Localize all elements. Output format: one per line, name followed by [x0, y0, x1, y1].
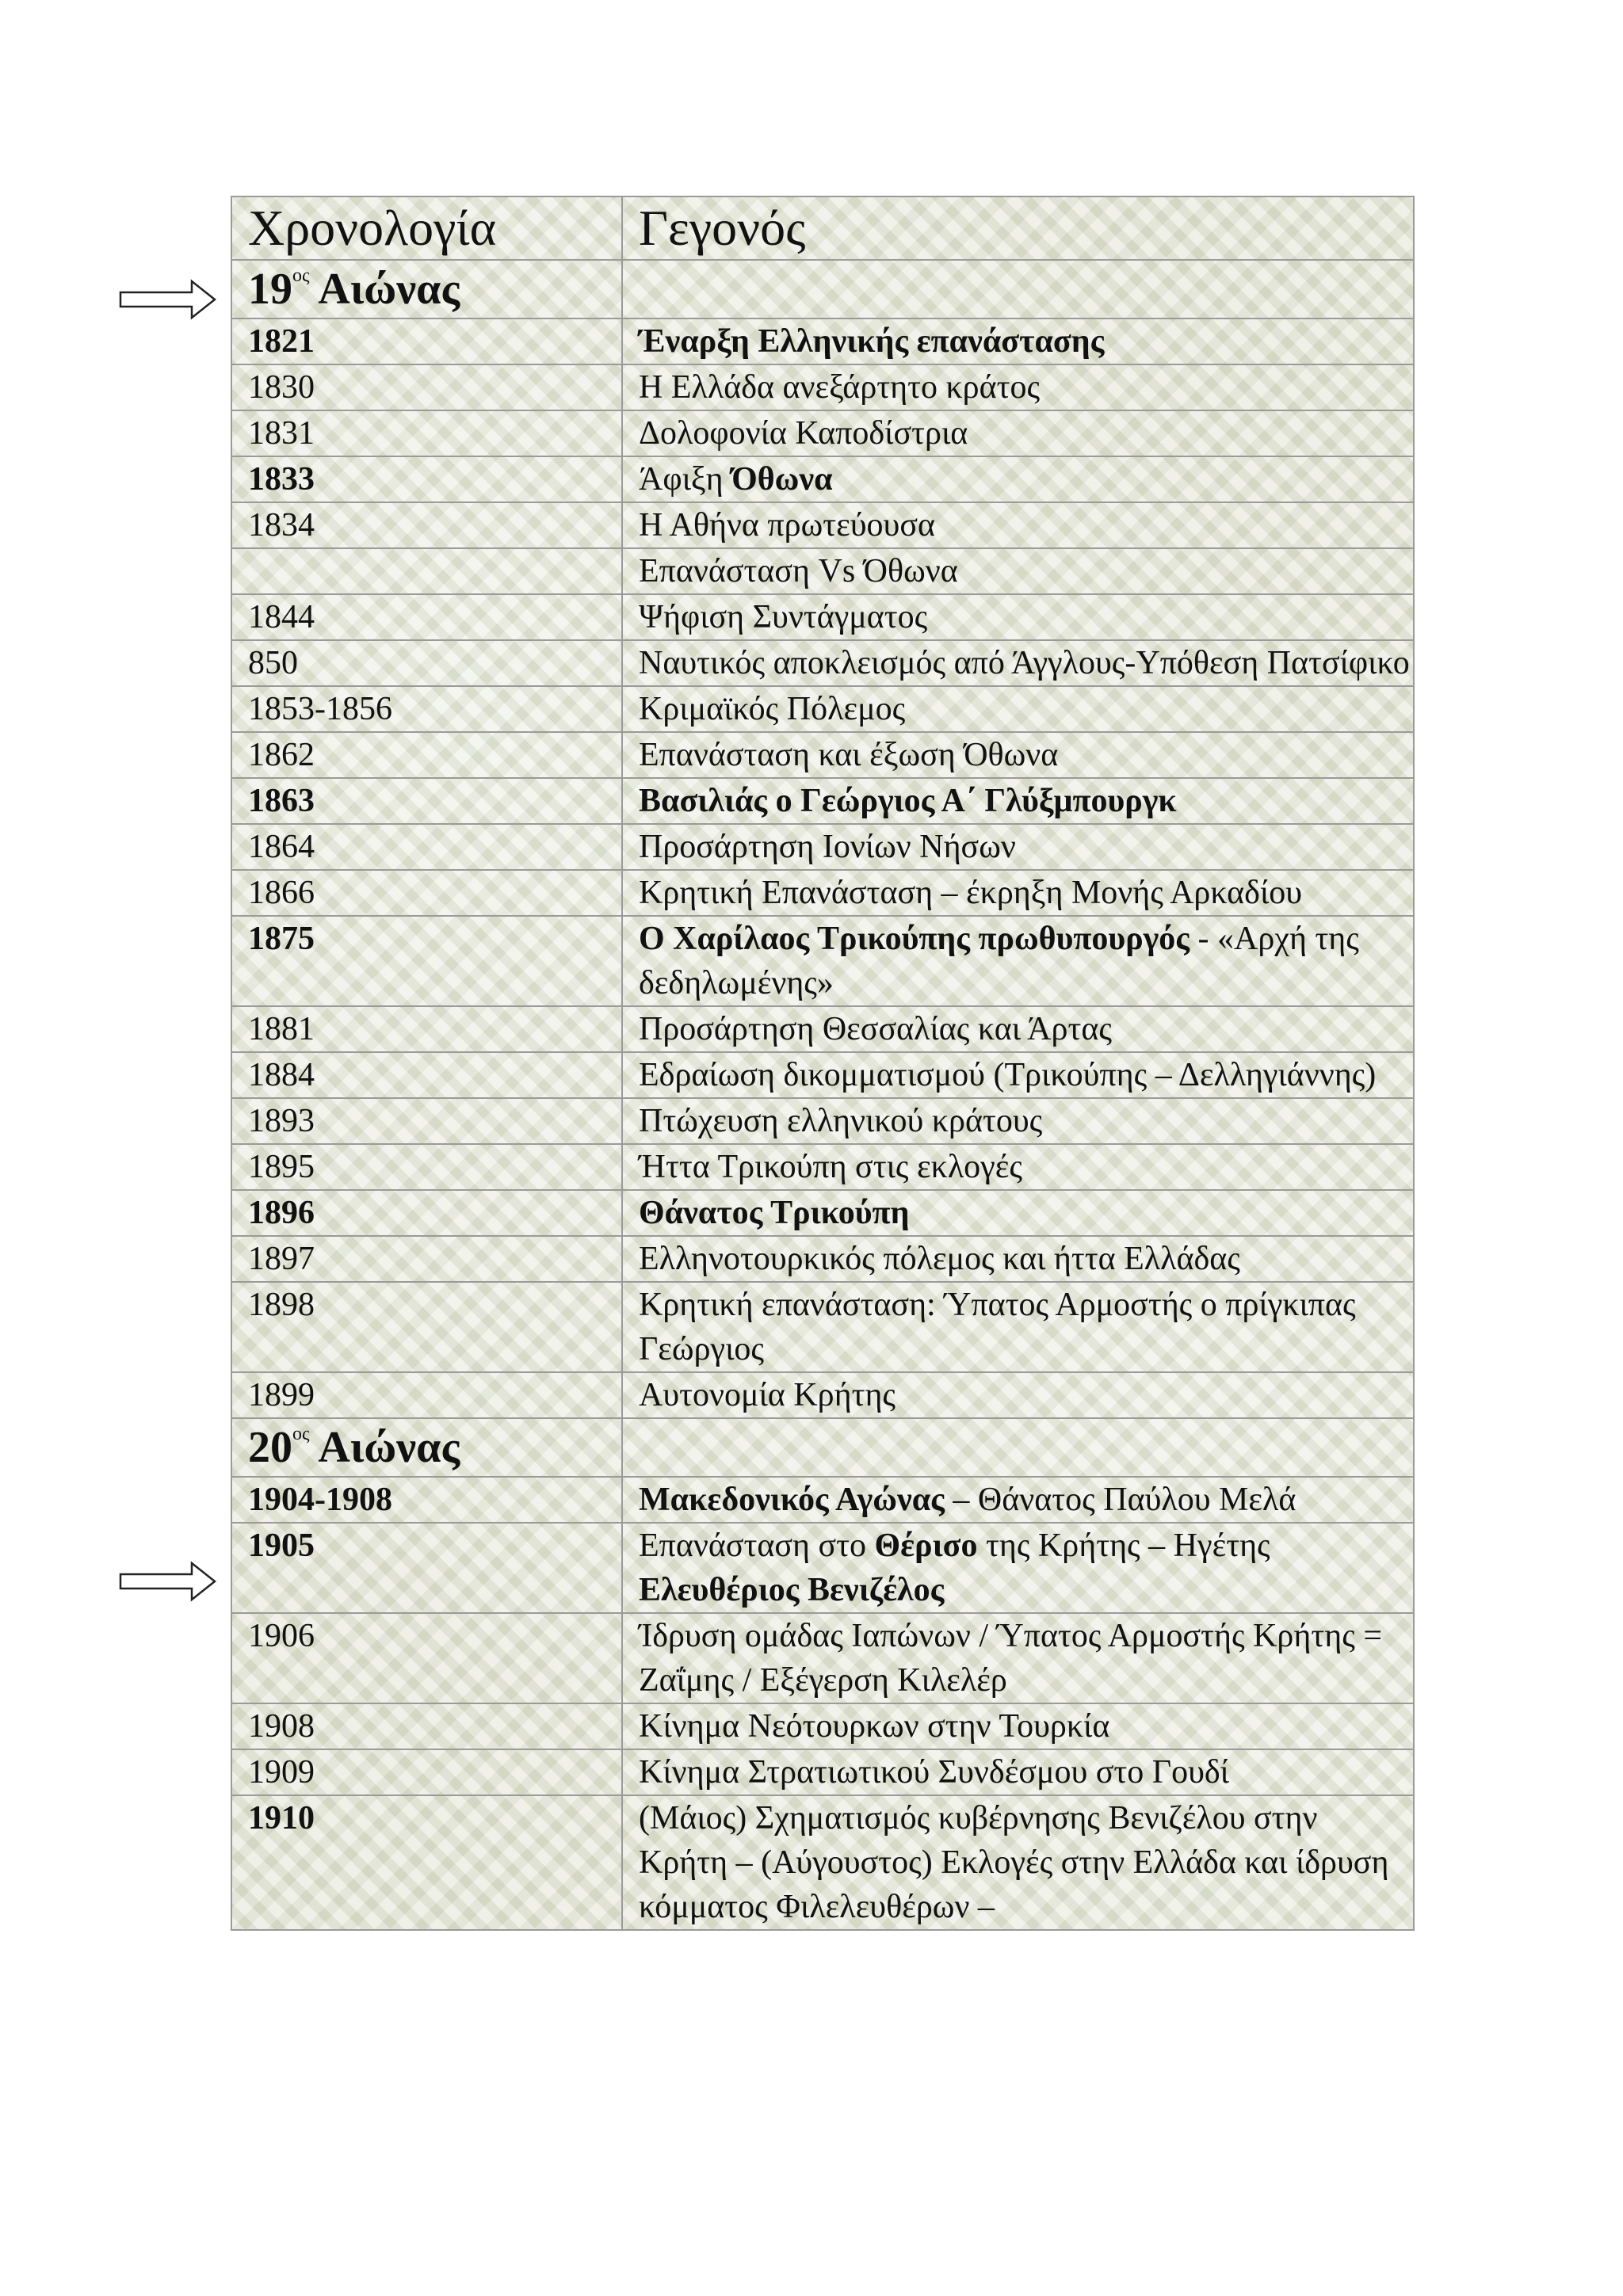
row-event: [622, 1613, 1414, 1703]
row-date: 1896: [231, 1190, 622, 1236]
table-row: [231, 640, 1414, 686]
row-event: [622, 1703, 1414, 1749]
row-event: [622, 1372, 1414, 1418]
century-19-number: 19: [248, 265, 292, 314]
event-text: Κίνημα Νεότουρκων στην Τουρκία: [639, 1708, 1110, 1745]
row-date: 1904-1908: [231, 1477, 622, 1523]
chronology-table-container: [231, 196, 1413, 1931]
century-19-label: [231, 260, 622, 318]
table-row: [231, 456, 1414, 502]
table-row: [231, 1282, 1414, 1372]
event-text: Άφιξη: [639, 461, 732, 498]
row-date: 1831: [231, 410, 622, 456]
event-text: της Κρήτης – Ηγέτης: [977, 1527, 1270, 1564]
table-row: [231, 1098, 1414, 1144]
event-text: Επανάσταση και έξωση Όθωνα: [639, 737, 1059, 773]
row-date: 1833: [231, 456, 622, 502]
table-row: [231, 1236, 1414, 1282]
row-date: 1909: [231, 1749, 622, 1795]
row-event: [622, 1144, 1414, 1190]
event-text: Βασιλιάς ο Γεώργιος Α΄ Γλύξμπουργκ: [639, 783, 1177, 819]
table-row: [231, 778, 1414, 824]
row-date: 1897: [231, 1236, 622, 1282]
event-text: Ο Χαρίλαος Τρικούπης πρωθυπουργός: [639, 921, 1190, 957]
century-19-row: [231, 260, 1414, 318]
table-row: [231, 686, 1414, 732]
century-20-label: [231, 1418, 622, 1477]
event-text: Θάνατος Τρικούπη: [639, 1195, 910, 1231]
row-date: 1862: [231, 732, 622, 778]
chronology-table-body: [231, 196, 1414, 1930]
row-event: [622, 1006, 1414, 1052]
table-row: [231, 1372, 1414, 1418]
row-event: [622, 594, 1414, 640]
row-date: 1910: [231, 1795, 622, 1930]
row-event: [622, 640, 1414, 686]
row-date: 1844: [231, 594, 622, 640]
row-date: 1899: [231, 1372, 622, 1418]
table-row: [231, 410, 1414, 456]
table-row: [231, 1477, 1414, 1523]
row-event: [622, 502, 1414, 548]
row-date: 1863: [231, 778, 622, 824]
row-date: 1908: [231, 1703, 622, 1749]
event-text: Ήττα Τρικούπη στις εκλογές: [639, 1149, 1023, 1185]
event-text: Ψήφιση Συντάγματος: [639, 599, 928, 635]
event-text: Δολοφονία Καποδίστρια: [639, 415, 968, 452]
event-text: Επανάσταση στο: [639, 1527, 875, 1564]
event-text: Όθωνα: [731, 461, 833, 498]
table-row: [231, 732, 1414, 778]
event-text: Ελληνοτουρκικός πόλεμος και ήττα Ελλάδας: [639, 1241, 1240, 1277]
table-row: [231, 1144, 1414, 1190]
row-date: 1898: [231, 1282, 622, 1372]
row-event: [622, 778, 1414, 824]
table-row: [231, 1795, 1414, 1930]
row-event: [622, 548, 1414, 594]
row-event: [622, 1795, 1414, 1930]
row-event: [622, 1236, 1414, 1282]
row-event: [622, 824, 1414, 870]
row-event: [622, 1098, 1414, 1144]
event-text: - «Αρχή της δεδηλωμένης»: [639, 921, 1359, 1001]
event-text: Ίδρυση ομάδας Ιαπώνων / Ύπατος Αρμοστής Κρήτης = Ζαΐμης / Εξέγερση Κιλελέρ: [639, 1618, 1383, 1699]
table-row: [231, 1523, 1414, 1613]
event-text: Κίνημα Στρατιωτικού Συνδέσμου στο Γουδί: [639, 1754, 1229, 1791]
event-text: Η Αθήνα πρωτεύουσα: [639, 507, 935, 543]
row-date: 1866: [231, 870, 622, 916]
event-text: – Θάνατος Παύλου Μελά: [944, 1482, 1296, 1518]
event-text: Θέρισο: [874, 1527, 978, 1564]
row-event: [622, 364, 1414, 410]
event-text: (Μάιος) Σχηματισμός κυβέρνησης Βενιζέλου στην Κρήτη – (Αύγουστος) Εκλογές στην Ελλάδα και ίδρυση κόμματος Φιλελευθέρων –: [639, 1800, 1389, 1925]
header-event: Γεγονός: [622, 196, 1414, 260]
event-text: Ναυτικός αποκλεισμός από Άγγλους-Υπόθεση Πατσίφικο: [639, 645, 1410, 681]
event-text: Κρητική Επανάσταση – έκρηξη Μονής Αρκαδίου: [639, 875, 1303, 911]
event-text: Προσάρτηση Θεσσαλίας και Άρτας: [639, 1011, 1112, 1047]
row-date: 1853-1856: [231, 686, 622, 732]
row-date: 1821: [231, 318, 622, 364]
century-20-row: [231, 1418, 1414, 1477]
event-text: Μακεδονικός Αγώνας: [639, 1482, 945, 1518]
row-date: 1875: [231, 916, 622, 1006]
event-text: Η Ελλάδα ανεξάρτητο κράτος: [639, 369, 1041, 406]
row-event: [622, 870, 1414, 916]
table-row: [231, 1190, 1414, 1236]
table-row: [231, 548, 1414, 594]
arrow-right-icon: [119, 279, 217, 320]
event-text: Πτώχευση ελληνικού κράτους: [639, 1103, 1043, 1139]
table-row: [231, 824, 1414, 870]
row-event: [622, 410, 1414, 456]
table-row: [231, 916, 1414, 1006]
row-event: [622, 686, 1414, 732]
row-date: 1830: [231, 364, 622, 410]
row-event: [622, 732, 1414, 778]
row-date: 1906: [231, 1613, 622, 1703]
event-text: Κριμαϊκός Πόλεμος: [639, 691, 906, 727]
century-20-word: Αιώνας: [309, 1423, 460, 1472]
century-20-empty: [622, 1418, 1414, 1477]
row-date: 1895: [231, 1144, 622, 1190]
row-date: 850: [231, 640, 622, 686]
chronology-table: [231, 196, 1415, 1931]
table-row: [231, 318, 1414, 364]
row-event: [622, 916, 1414, 1006]
event-text: Εδραίωση δικομματισμού (Τρικούπης – Δελληγιάννης): [639, 1057, 1377, 1093]
row-date: 1881: [231, 1006, 622, 1052]
table-row: [231, 1006, 1414, 1052]
row-event: [622, 318, 1414, 364]
row-date: 1893: [231, 1098, 622, 1144]
row-event: [622, 1477, 1414, 1523]
row-date: 1905: [231, 1523, 622, 1613]
row-event: [622, 1190, 1414, 1236]
row-date: 1864: [231, 824, 622, 870]
event-text: Ελευθέριος Βενιζέλος: [639, 1572, 945, 1608]
row-event: [622, 1282, 1414, 1372]
row-date: [231, 548, 622, 594]
header-date: Χρονολογία: [231, 196, 622, 260]
row-date: 1834: [231, 502, 622, 548]
event-text: Έναρξη Ελληνικής επανάστασης: [639, 323, 1105, 360]
row-event: [622, 1749, 1414, 1795]
table-row: [231, 1052, 1414, 1098]
event-text: Κρητική επανάσταση: Ύπατος Αρμοστής ο πρίγκιπας Γεώργιος: [639, 1287, 1356, 1367]
table-row: [231, 870, 1414, 916]
century-19-word: Αιώνας: [309, 265, 460, 314]
arrow-right-icon: [119, 1561, 217, 1602]
century-20-suffix: ος: [292, 1424, 310, 1444]
table-row: [231, 364, 1414, 410]
century-20-number: 20: [248, 1423, 292, 1472]
event-text: Επανάσταση Vs Όθωνα: [639, 553, 958, 589]
table-row: [231, 1613, 1414, 1703]
table-row: [231, 1749, 1414, 1795]
table-row: [231, 594, 1414, 640]
century-19-empty: [622, 260, 1414, 318]
row-event: [622, 1052, 1414, 1098]
table-header-row: [231, 196, 1414, 260]
row-event: [622, 1523, 1414, 1613]
row-event: [622, 456, 1414, 502]
table-row: [231, 1703, 1414, 1749]
table-row: [231, 502, 1414, 548]
row-date: 1884: [231, 1052, 622, 1098]
event-text: Αυτονομία Κρήτης: [639, 1377, 896, 1413]
event-text: Προσάρτηση Ιονίων Νήσων: [639, 829, 1016, 865]
century-19-suffix: ος: [292, 265, 310, 286]
